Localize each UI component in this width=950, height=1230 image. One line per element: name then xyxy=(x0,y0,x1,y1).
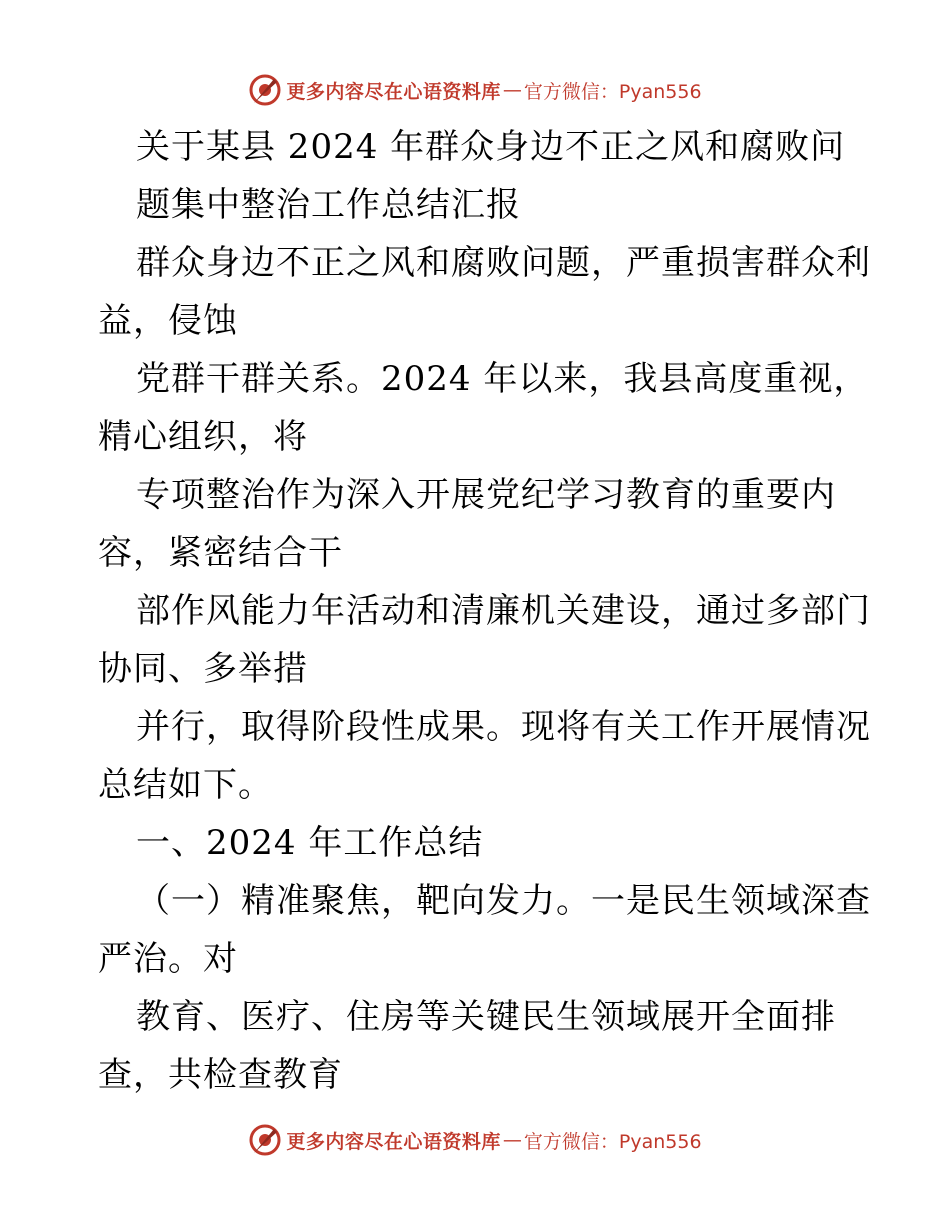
banner-site-text: 更多内容尽在心语资料库 xyxy=(286,80,501,103)
banner-contact-text: 官方微信：Pyan556 xyxy=(523,1130,702,1153)
footer-banner xyxy=(0,1120,950,1160)
document-body xyxy=(98,118,871,1104)
paragraph-line: 教育、医疗、住房等关键民生领域展开全面排 xyxy=(136,997,836,1037)
paragraph-line: 严治。对 xyxy=(98,939,238,979)
paragraph-line: 协同、多举措 xyxy=(98,649,308,689)
paragraph-line: 专项整治作为深入开展党纪学习教育的重要内 xyxy=(136,475,836,515)
banner-contact-text: 官方微信：Pyan556 xyxy=(523,80,702,103)
paragraph-line: 部作风能力年活动和清廉机关建设，通过多部门 xyxy=(136,591,871,631)
paragraph-line: 总结如下。 xyxy=(98,765,273,805)
paragraph-line: 益，侵蚀 xyxy=(98,301,238,341)
banner-separator: — xyxy=(502,79,522,101)
banner-site-text: 更多内容尽在心语资料库 xyxy=(286,1130,501,1153)
title-line-1: 关于某县 2024 年群众身边不正之风和腐败问 xyxy=(136,127,846,167)
banner-separator: — xyxy=(502,1129,522,1151)
paragraph-line: 查，共检查教育 xyxy=(98,1055,343,1095)
paragraph-line: 党群干群关系。2024 年以来，我县高度重视， xyxy=(136,359,869,399)
paragraph-line: 精心组织，将 xyxy=(98,417,308,457)
paragraph-line: 容，紧密结合干 xyxy=(98,533,343,573)
paragraph-line: 并行，取得阶段性成果。现将有关工作开展情况 xyxy=(136,707,871,747)
paragraph-line: 群众身边不正之风和腐败问题，严重损害群众利 xyxy=(136,243,871,283)
quill-logo-icon xyxy=(248,1123,282,1157)
paragraph-line: （一）精准聚焦，靶向发力。一是民生领域深查 xyxy=(136,881,871,921)
header-banner xyxy=(0,70,950,110)
title-line-2: 题集中整治工作总结汇报 xyxy=(136,185,521,225)
quill-logo-icon xyxy=(248,73,282,107)
section-heading: 一、2024 年工作总结 xyxy=(136,823,484,863)
